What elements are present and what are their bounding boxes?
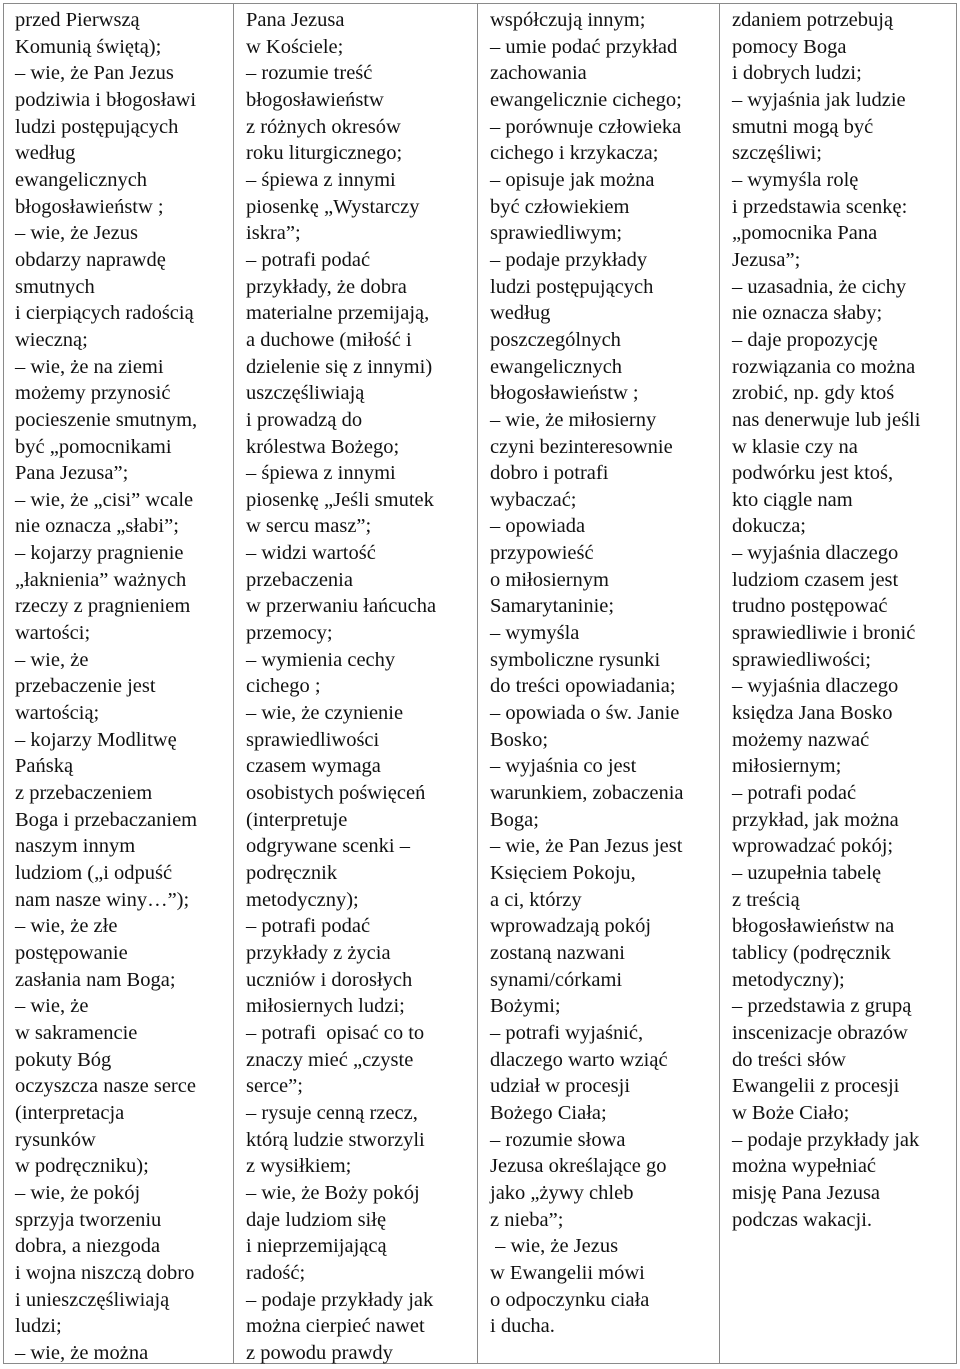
text-line: dobra, a niezgoda [15,1235,161,1258]
text-line: Jezusa”; [732,248,801,271]
text-line: i wojna niszczą dobro [15,1261,195,1284]
text-line: współczują innym; [490,9,646,31]
text-line: poszczególnych [490,328,621,351]
text-line: zostaną nazwani [490,941,625,964]
text-line: w podręczniku); [15,1155,149,1178]
text-line: i unieszczęśliwiają [15,1288,170,1311]
text-line: błogosławieństw ; [490,382,639,405]
text-line: Bożego Ciała; [490,1101,607,1124]
text-line: udział w procesji [490,1075,631,1098]
text-line: podczas wakacji. [732,1208,873,1231]
text-line: o miłosiernym [490,568,610,591]
text-line: – wie, że miłosierny [490,408,657,431]
text-line: według [15,142,76,165]
text-line: błogosławieństw na [732,915,895,938]
text-line: z powodu prawdy [246,1341,393,1364]
text-line: – wyjaśnia dlaczego [732,675,899,698]
text-line: warunkiem, zobaczenia [490,782,684,805]
text-line: Pana Jezusa [246,9,345,31]
text-line: – podaje przykłady jak [732,1128,920,1151]
text-line: przypowieść [490,542,594,565]
text-line: przykłady z życia [246,941,391,964]
text-line: materialne przemijają, [246,302,430,325]
text-line: przed Pierwszą [15,9,140,31]
text-line: – kojarzy Modlitwę [15,728,177,751]
text-line: synami/córkami [490,968,623,991]
text-line: – potrafi opisać co to [246,1021,425,1044]
text-line: podziwia i błogosławi [15,88,197,111]
text-line: Boga i przebaczaniem [15,808,198,831]
text-line: ewangelicznie cichego; [490,88,682,111]
text-line: – wie, że czynienie [246,702,404,725]
text-line: – rysuje cenną rzecz, [246,1101,418,1124]
text-line: – wie, że [15,995,89,1018]
text-line: uszczęśliwiają [246,382,365,405]
text-line: – wie, że Pan Jezus jest [490,835,683,858]
text-line: wartości; [15,622,91,645]
text-line: pocieszenie smutnym, [15,408,198,431]
text-line: w przerwaniu łańcucha [246,595,437,618]
text-line: ewangelicznych [15,168,148,191]
text-line: sprawiedliwości [246,728,380,751]
text-line: – opowiada [490,515,586,538]
text-line: czasem wymaga [246,755,381,778]
text-line: wprowadzać pokój; [732,835,894,858]
text-line: nie oznacza „słabi”; [15,515,179,538]
text-line: – podaje przykłady jak [246,1288,434,1311]
text-line: uczniów i dorosłych [246,968,413,991]
text-line: symboliczne rysunki [490,648,661,671]
text-line: o odpoczynku ciała [490,1288,650,1311]
table-column-2 [233,4,477,1363]
text-line: można cierpieć nawet [246,1315,425,1338]
text-line: z wysiłkiem; [246,1155,352,1178]
text-line: i ducha. [490,1315,555,1338]
text-line: piosenkę „Wystarczy [246,195,420,218]
text-line: – potrafi podać [732,782,857,805]
text-line: zasłania nam Boga; [15,968,176,991]
text-line: dzielenie się z innymi) [246,355,433,378]
text-line: w klasie czy na [732,435,858,458]
text-line: i nieprzemijającą [246,1235,387,1258]
text-line: – przedstawia z grupą [732,995,912,1018]
text-line: – wyjaśnia co jest [490,755,637,778]
text-line: – wymienia cechy [246,648,396,671]
text-line: serce”; [246,1075,303,1098]
text-line: pokuty Bóg [15,1048,112,1071]
text-line: rysunków [15,1128,96,1151]
text-line: Księciem Pokoju, [490,862,636,884]
text-line: misję Pana Jezusa [732,1181,881,1204]
text-line: „łaknienia” ważnych [15,568,187,591]
text-line: nie oznacza słaby; [732,302,883,325]
text-line: Boga; [490,808,539,831]
text-line: metodyczny); [246,888,359,911]
text-line: – śpiewa z innymi [246,168,396,191]
text-line: być człowiekiem [490,195,630,218]
text-line: – widzi wartość [246,542,376,565]
text-line: a duchowe (miłość i [246,328,412,351]
text-line: z treścią [732,888,800,911]
text-line: Jezusa określające go [490,1155,667,1178]
text-line: nas denerwuje lub jeśli [732,408,921,431]
text-line: Bożymi; [490,995,561,1018]
text-line: – umie podać przykład [490,35,678,58]
text-line: w Boże Ciało; [732,1101,850,1124]
text-line: piosenkę „Jeśli smutek [246,488,434,511]
text-line: iskra”; [246,222,301,245]
text-line: ludziom czasem jest [732,568,899,591]
text-line: miłosiernym; [732,755,842,778]
text-line: Pana Jezusa”; [15,462,129,485]
text-line: księdza Jana Bosko [732,702,893,725]
text-line: według [490,302,551,325]
text-line: sprawiedliwym; [490,222,623,245]
text-line: (interpretacja [15,1101,125,1124]
text-line: czyni bezinteresownie [490,435,673,458]
text-line: – wie, że Boży pokój [246,1181,420,1204]
text-line: kto ciągle nam [732,488,853,511]
requirements-table [3,3,957,1364]
text-line: i prowadzą do [246,408,363,431]
text-line: – wie, że na ziemi [15,355,164,378]
text-line: Pańską [15,755,74,778]
text-line: dokucza; [732,515,806,538]
text-line: przykład, jak można [732,808,899,831]
text-line: – wie, że Jezus [490,1235,619,1258]
text-line: ludziom („i odpuść [15,862,173,884]
text-line: – potrafi podać [246,915,371,938]
text-line: błogosławieństw [246,88,384,111]
table-column-1 [4,4,233,1363]
text-line: w Kościele; [246,35,344,58]
text-line: można wypełniać [732,1155,877,1178]
text-line: dobro i potrafi [490,462,609,485]
text-line: dlaczego warto wziąć [490,1048,668,1071]
text-line: (interpretuje [246,808,348,831]
text-line: – potrafi podać [246,248,371,271]
text-line: daje ludziom siłę [246,1208,387,1231]
text-line: – daje propozycję [732,328,878,351]
text-line: a ci, którzy [490,888,582,911]
text-line: roku liturgicznego; [246,142,403,165]
text-line: nam nasze winy…”); [15,888,190,911]
text-line: osobistych poświęceń [246,782,426,805]
text-line: radość; [246,1261,306,1284]
text-line: obdarzy naprawdę [15,248,166,271]
text-line: – uzupełnia tabelę [732,862,882,884]
text-line: z przebaczeniem [15,782,153,805]
text-line: – porównuje człowieka [490,115,682,138]
text-line: miłosiernych ludzi; [246,995,405,1018]
text-line: być „pomocnikami [15,435,172,458]
text-line: oczyszcza nasze serce [15,1075,196,1098]
text-line: inscenizacje obrazów [732,1021,908,1044]
text-line: przebaczenia [246,568,353,591]
text-line: sprawiedliwości; [732,648,871,671]
text-line: przykłady, że dobra [246,275,407,298]
text-line: ludzi postępujących [490,275,654,298]
text-line: przebaczenie jest [15,675,156,698]
text-line: – opowiada o św. Janie [490,702,680,725]
text-line: Komunią świętą); [15,35,162,58]
text-line: cichego ; [246,675,321,698]
text-line: w Ewangelii mówi [490,1261,645,1284]
text-line: rozwiązania co można [732,355,916,378]
text-line: ewangelicznych [490,355,623,378]
text-line: odgrywane scenki – [246,835,410,858]
text-line: wieczną; [15,328,88,351]
text-line: – kojarzy pragnienie [15,542,184,565]
cell-text [15,4,233,1366]
text-line: zachowania [490,62,587,85]
text-line: ludzi; [15,1315,62,1338]
text-line: i przedstawia scenkę: [732,195,908,218]
text-line: – wyjaśnia dlaczego [732,542,899,565]
text-line: znaczy mieć „czyste [246,1048,414,1071]
text-line: smutni mogą być [732,115,874,138]
cell-text [732,4,958,1233]
text-line: szczęśliwi; [732,142,822,165]
text-line: sprzyja tworzeniu [15,1208,162,1231]
cell-text [490,4,719,1340]
text-line: metodyczny); [732,968,845,991]
text-line: – uzasadnia, że cichy [732,275,907,298]
text-line: i dobrych ludzi; [732,62,862,85]
text-line: Ewangelii z procesji [732,1075,900,1098]
text-line: do treści słów [732,1048,846,1071]
text-line: „pomocnika Pana [732,222,878,245]
text-line: pomocy Boga [732,35,847,58]
text-line: – rozumie treść [246,62,373,85]
text-line: – wie, że pokój [15,1181,141,1204]
text-line: podręcznik [246,862,338,884]
text-line: w sercu masz”; [246,515,372,538]
text-line: – wymyśla [490,622,580,645]
text-line: sprawiedliwie i bronić [732,622,916,645]
text-line: trudno postępować [732,595,888,618]
text-line: możemy nazwać [732,728,870,751]
table-column-3 [477,4,719,1363]
text-line: zrobić, np. gdy ktoś [732,382,895,405]
text-line: królestwa Bożego; [246,435,400,458]
text-line: – wie, że „cisi” wcale [15,488,194,511]
text-line: – potrafi wyjaśnić, [490,1021,644,1044]
text-line: – wie, że złe [15,915,118,938]
text-line: cichego i krzykacza; [490,142,659,165]
text-line: – wymyśla rolę [732,168,859,191]
text-line: zdaniem potrzebują [732,9,894,31]
text-line: Samarytaninie; [490,595,615,618]
text-line: – rozumie słowa [490,1128,626,1151]
text-line: i cierpiących radością [15,302,194,325]
text-line: wybaczać; [490,488,577,511]
text-line: – wie, że można [15,1341,149,1364]
text-line: – podaje przykłady [490,248,648,271]
text-line: wprowadzają pokój [490,915,652,938]
text-line: smutnych [15,275,95,298]
text-line: Bosko; [490,728,549,751]
text-line: rzeczy z pragnieniem [15,595,191,618]
text-line: którą ludzie stworzyli [246,1128,425,1151]
text-line: – wyjaśnia jak ludzie [732,88,906,111]
text-line: przemocy; [246,622,333,645]
text-line: – opisuje jak można [490,168,655,191]
table-column-4 [719,4,958,1363]
text-line: ludzi postępujących [15,115,179,138]
text-line: – śpiewa z innymi [246,462,396,485]
text-line: jako „żywy chleb [490,1181,634,1204]
text-line: naszym innym [15,835,136,858]
text-line: – wie, że Pan Jezus [15,62,174,85]
text-line: błogosławieństw ; [15,195,164,218]
text-line: z różnych okresów [246,115,401,138]
text-line: możemy przynosić [15,382,171,405]
text-line: – wie, że Jezus [15,222,138,245]
cell-text [246,4,477,1366]
text-line: w sakramencie [15,1021,138,1044]
text-line: podwórku jest ktoś, [732,462,894,485]
text-line: – wie, że [15,648,89,671]
text-line: do treści opowiadania; [490,675,676,698]
text-line: tablicy (podręcznik [732,941,891,964]
text-line: wartością; [15,702,100,725]
text-line: postępowanie [15,941,128,964]
text-line: z nieba”; [490,1208,564,1231]
